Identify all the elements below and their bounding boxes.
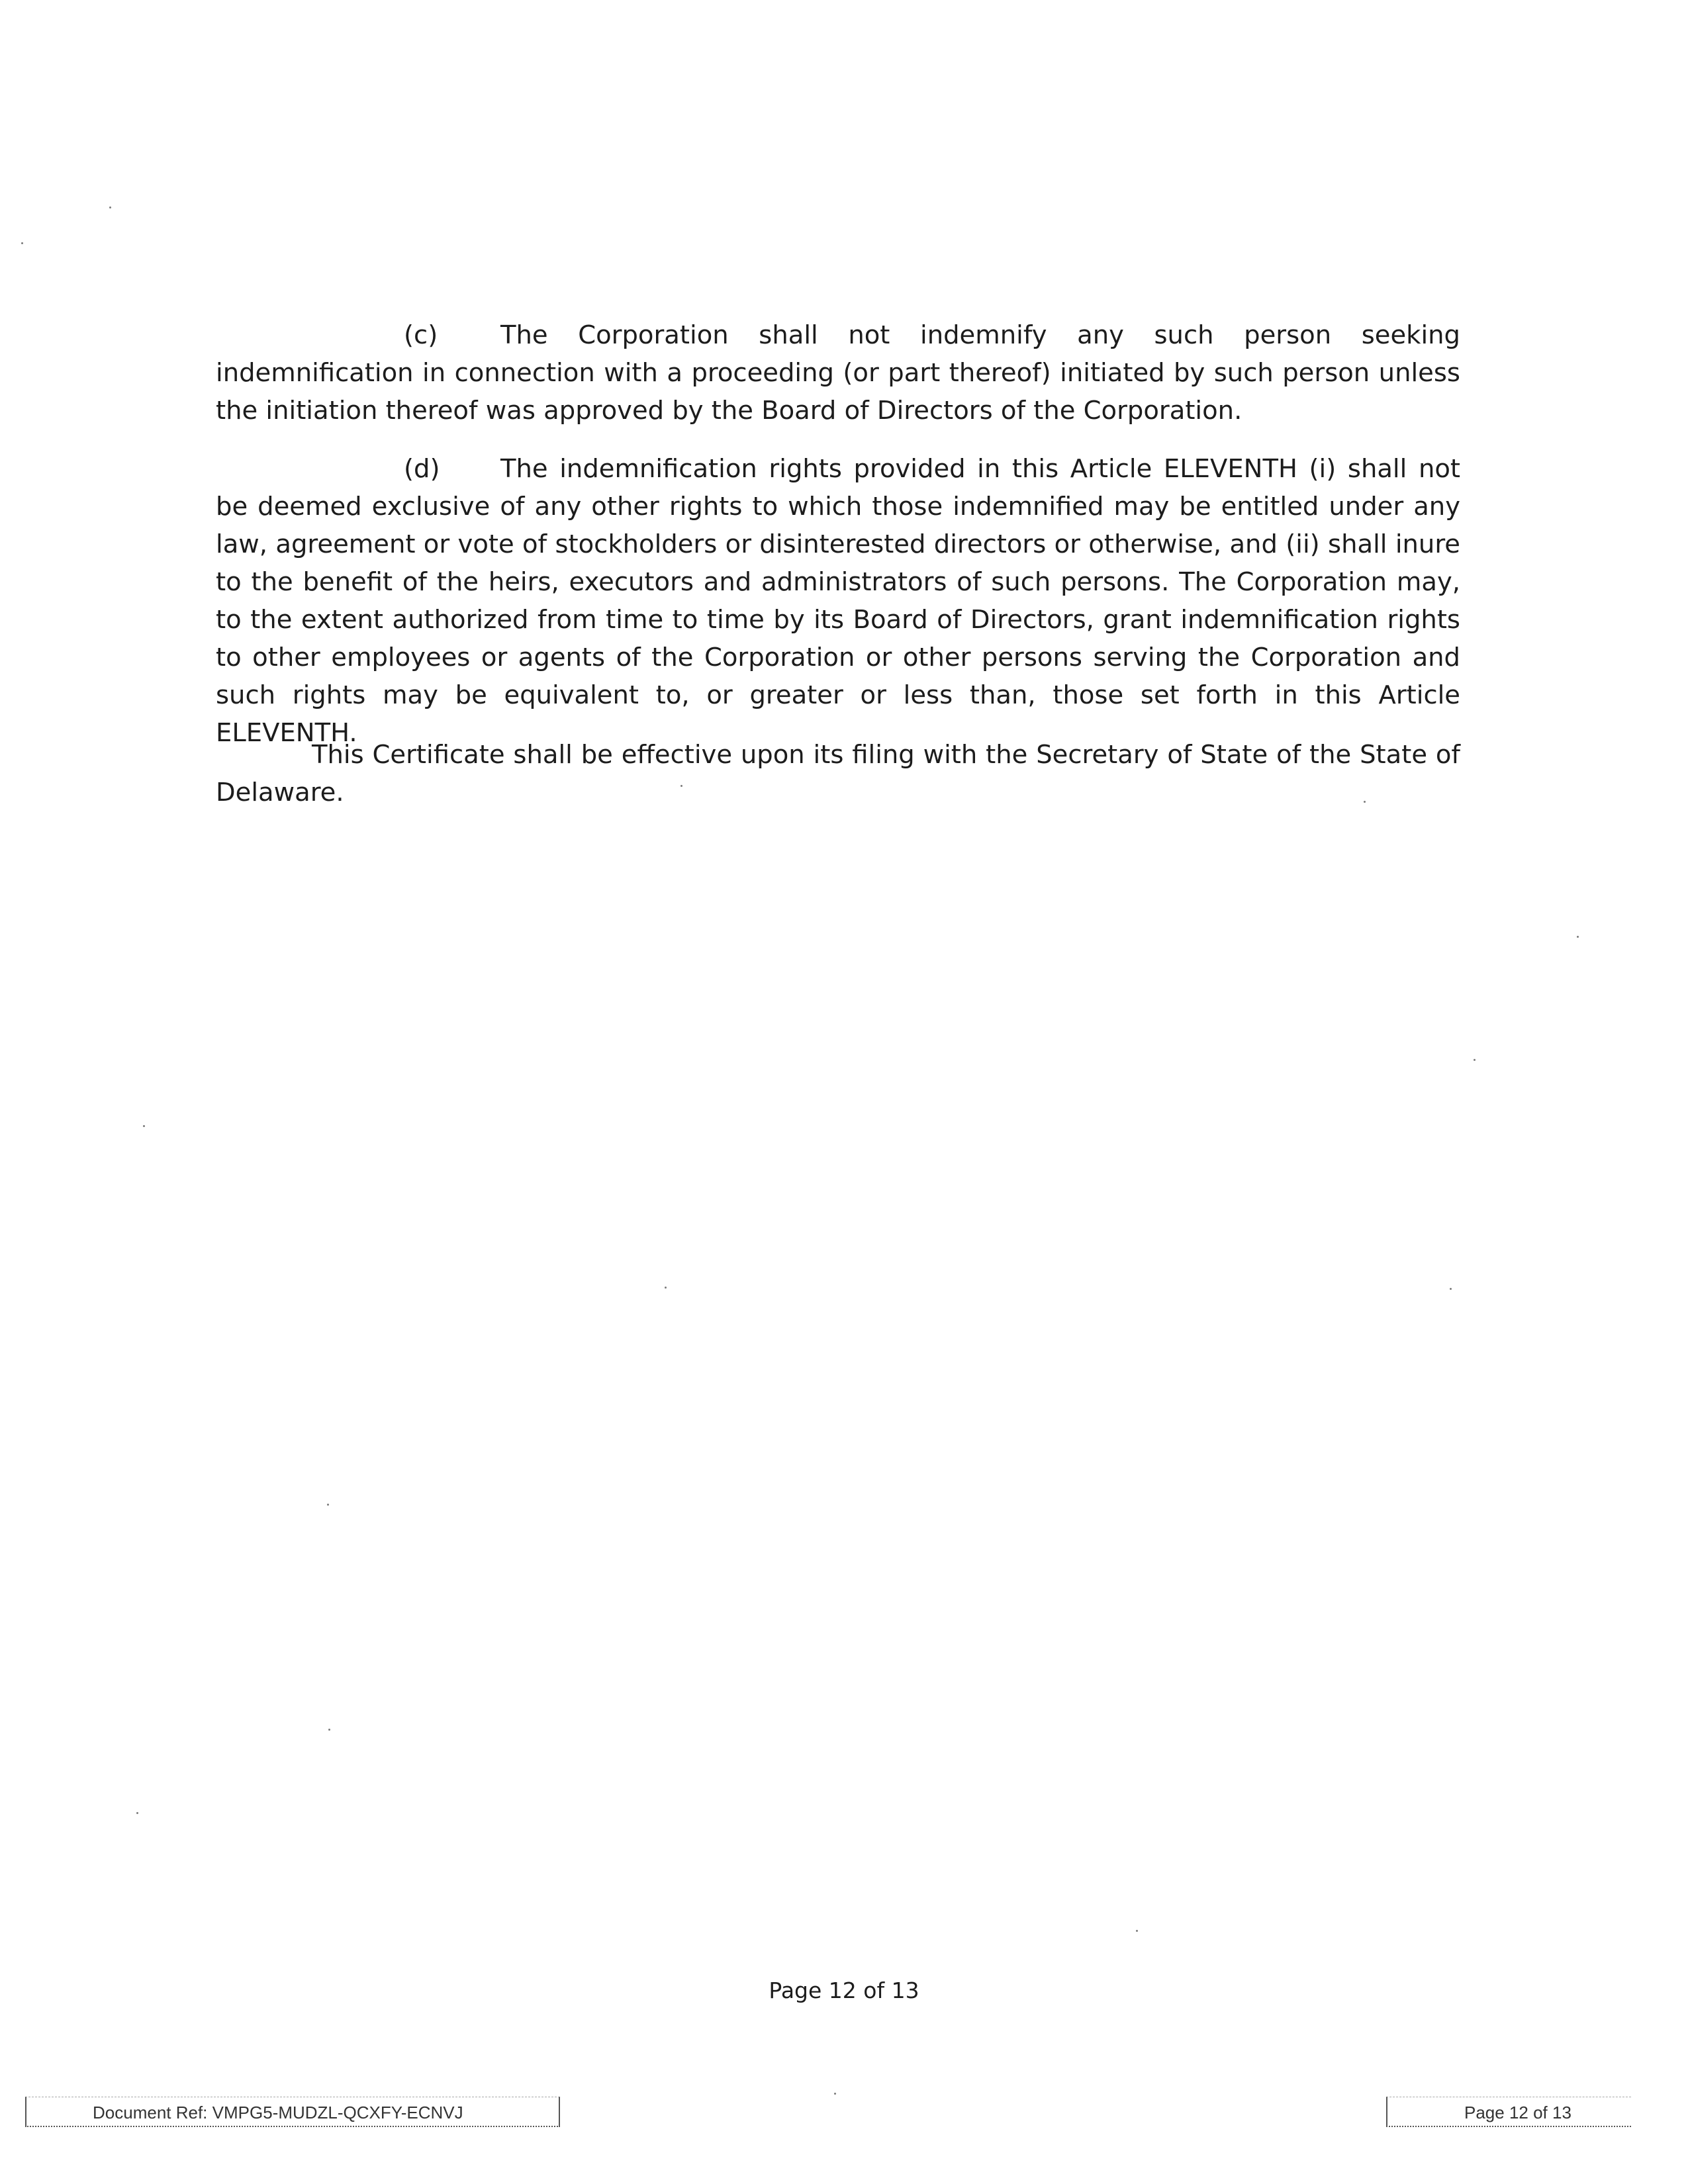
paragraph-d-label: (d): [404, 454, 440, 484]
scan-speck: [327, 1504, 329, 1506]
paragraph-d-text: The indemnification rights provided in this Article ELEVENTH (i) shall not be deemed exclusive of any other rights to which those indemnified may be entitled under any law, agreement or vote of stockholders or disinterested directors or otherwise, and (ii) shall inure to the benefit of the heirs, executors and administrators of such persons. The Corporation may, to the extent authorized from time to time by its Board of Directors, grant indemnification rights to other employees or agents of the Corporation or other persons serving the Corporation and such rights may be equivalent to, or greater or less than, those set forth in this Article ELEVENTH.: [216, 454, 1460, 748]
paragraph-c-label: (c): [404, 320, 438, 350]
scan-speck: [834, 2093, 836, 2095]
page-number: Page 12 of 13: [769, 1978, 919, 2003]
scan-speck: [1450, 1288, 1452, 1290]
scan-speck: [1577, 936, 1579, 938]
scan-speck: [21, 242, 23, 244]
paragraph-d: [216, 450, 1460, 752]
scan-speck: [143, 1125, 145, 1127]
scan-speck: [1136, 1930, 1138, 1932]
scan-speck: [665, 1287, 667, 1289]
document-reference-stamp: Document Ref: VMPG5-MUDZL-QCXFY-ECNVJ: [25, 2097, 560, 2127]
effective-clause: [216, 736, 1460, 811]
scan-speck: [136, 1812, 138, 1814]
scan-speck: [1474, 1059, 1476, 1061]
paragraph-c: [216, 316, 1460, 430]
scan-speck: [328, 1729, 330, 1731]
paragraph-c-text: The Corporation shall not indemnify any such person seeking indemnification in connection with a proceeding (or part thereof) initiated by such person unless the initiation thereof was approved by the Board of Directors of the Corporation.: [216, 320, 1460, 426]
scan-speck: [109, 206, 111, 208]
page-stamp: Page 12 of 13: [1386, 2097, 1631, 2127]
effective-clause-text: This Certificate shall be effective upon its filing with the Secretary of State of the State of Delaware.: [216, 740, 1460, 807]
scan-speck: [1364, 801, 1366, 803]
scan-speck: [680, 785, 682, 787]
